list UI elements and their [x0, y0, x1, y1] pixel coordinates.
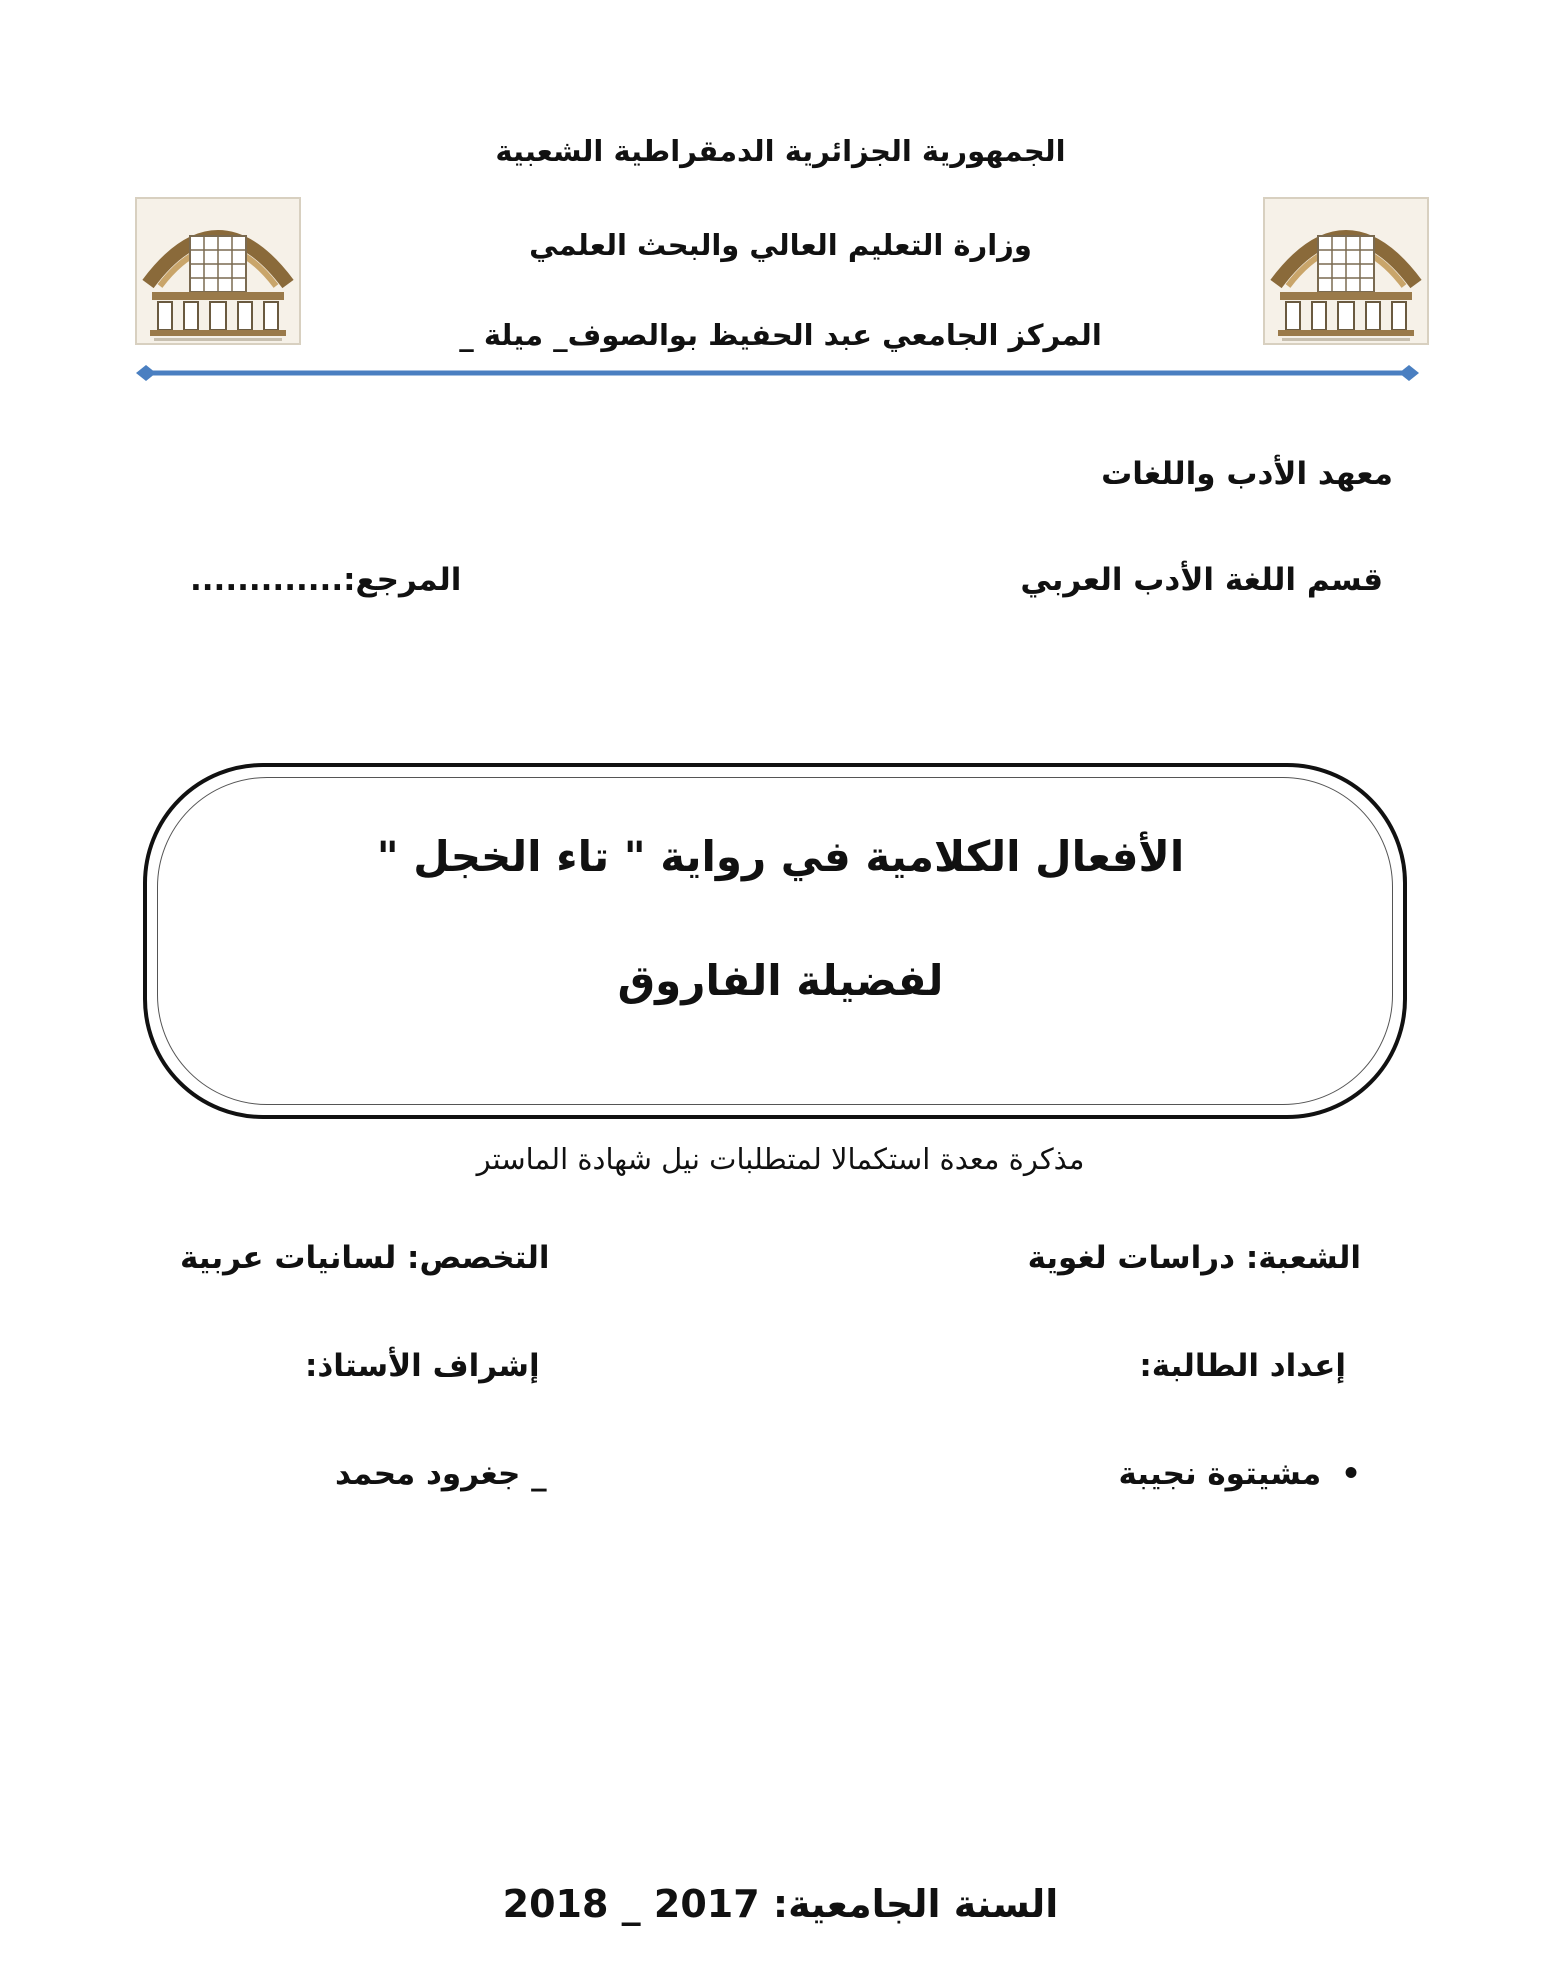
thesis-title: الأفعال الكلامية في رواية " تاء الخجل " — [376, 832, 1185, 881]
ministry-header: وزارة التعليم العالي والبحث العلمي — [529, 228, 1032, 262]
bullet-icon: • — [1341, 1456, 1361, 1492]
specialization-label: التخصص: لسانيات عربية — [180, 1240, 550, 1276]
student-name: مشيتوة نجيبة — [1118, 1456, 1322, 1492]
header-divider — [136, 364, 1419, 382]
supervisor-name: _ جغرود محمد — [335, 1456, 547, 1492]
student-entry — [1119, 1456, 1362, 1492]
university-center-header: المركز الجامعي عبد الحفيظ بوالصوف_ ميلة _ — [459, 318, 1102, 352]
title-frame — [143, 763, 1407, 1119]
thesis-author-line: لفضيلة الفاروق — [617, 956, 944, 1005]
reference-label: المرجع:............. — [190, 562, 462, 598]
supervised-by-label: إشراف الأستاذ: — [305, 1348, 540, 1384]
university-building-logo-icon — [1262, 196, 1430, 346]
thesis-purpose-note: مذكرة معدة استكمالا لمتطلبات نيل شهادة الماستر — [476, 1142, 1085, 1176]
department-label: قسم اللغة الأدب العربي — [1020, 562, 1383, 598]
institute-label: معهد الأدب واللغات — [1101, 456, 1393, 492]
republic-header: الجمهورية الجزائرية الدمقراطية الشعبية — [495, 134, 1066, 168]
prepared-by-label: إعداد الطالبة: — [1139, 1348, 1346, 1384]
academic-year: السنة الجامعية: 2017 _ 2018 — [502, 1882, 1059, 1926]
branch-label: الشعبة: دراسات لغوية — [1027, 1240, 1361, 1276]
university-building-logo-icon — [134, 196, 302, 346]
